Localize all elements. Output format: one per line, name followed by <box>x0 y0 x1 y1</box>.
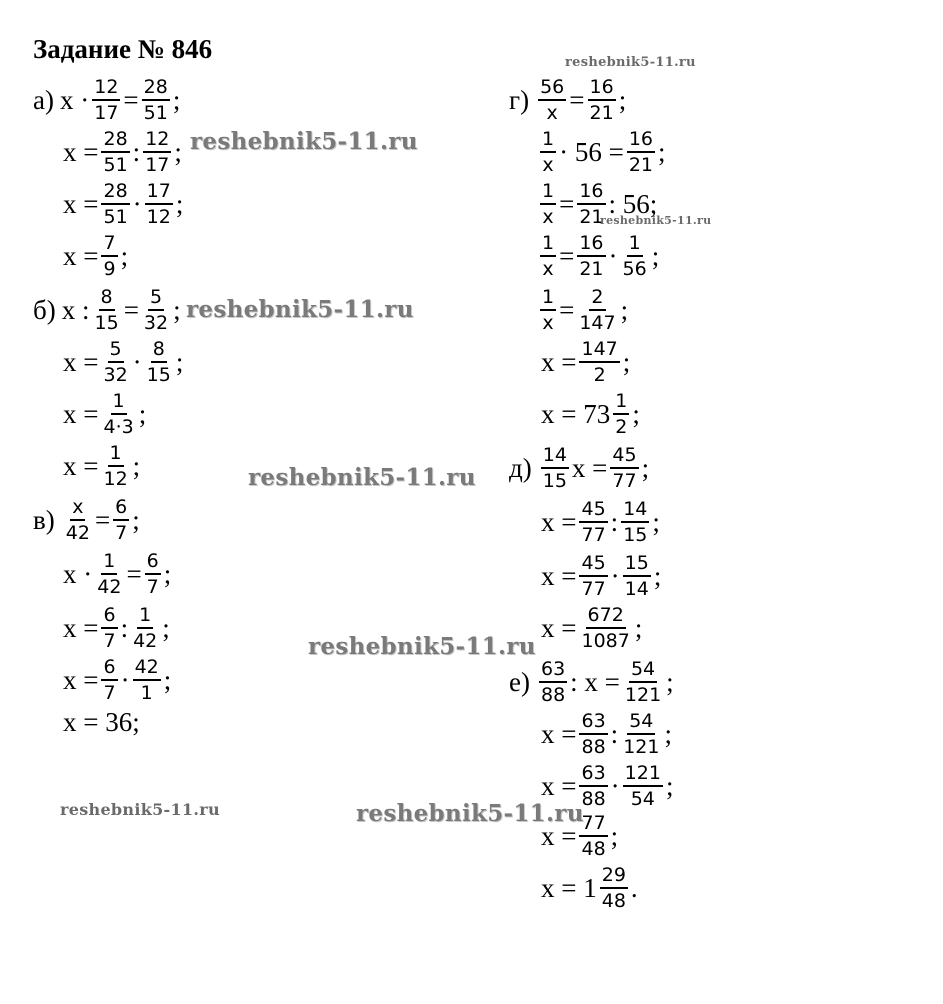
terminator: ; <box>622 346 631 377</box>
fraction: $\frac{45}{77}$ <box>581 498 606 546</box>
equals: = <box>569 84 585 115</box>
terminator: ; <box>632 398 640 429</box>
part-v-line-5 <box>63 692 140 752</box>
part-a-line-4 <box>63 226 128 286</box>
part-b-line-1 <box>33 280 181 340</box>
fraction: $\frac{6}{7}$ <box>115 496 128 544</box>
part-g-line-1 <box>509 70 626 130</box>
part-d-line-3 <box>541 546 661 606</box>
terminator: ; <box>666 666 674 697</box>
lhs: x = <box>541 718 577 749</box>
equals: = <box>123 84 139 115</box>
lhs: x = <box>63 188 99 219</box>
terminator: ; <box>163 664 172 695</box>
fraction: $\frac{2}{147}$ <box>579 286 616 334</box>
part-label: д) <box>509 452 532 483</box>
terminator: ; <box>653 560 662 591</box>
part-label: а) <box>33 84 54 115</box>
part-g-line-4 <box>537 226 659 286</box>
operator: : x = <box>570 666 620 697</box>
fraction: $\frac{45}{77}$ <box>581 552 606 600</box>
result: x = 36; <box>63 706 140 737</box>
part-a-line-1 <box>33 70 180 130</box>
operator: · <box>610 770 620 801</box>
part-e-line-5 <box>541 858 638 918</box>
lhs: x = <box>63 450 99 481</box>
fraction: $\frac{1}{x}$ <box>542 232 555 280</box>
fraction: $\frac{1}{2}$ <box>615 390 628 438</box>
fraction: $\frac{56}{x}$ <box>540 76 565 124</box>
watermark-text: reshebnik5-11.ru <box>565 55 696 70</box>
terminator: ; <box>172 84 181 115</box>
fraction: $\frac{16}{21}$ <box>579 180 604 228</box>
fraction: $\frac{1}{x}$ <box>542 128 555 176</box>
fraction: $\frac{1}{x}$ <box>542 180 555 228</box>
equals: = <box>123 294 139 325</box>
variable: x = <box>571 452 608 483</box>
terminator: ; <box>618 84 627 115</box>
operator: · <box>132 188 142 219</box>
fraction: $\frac{63}{88}$ <box>540 658 566 706</box>
part-label: е) <box>509 666 530 697</box>
terminator: . <box>630 872 638 903</box>
fraction: $\frac{8}{15}$ <box>146 338 171 386</box>
operator: : 56; <box>608 188 658 219</box>
part-d-line-2 <box>541 492 660 552</box>
terminator: ; <box>641 452 650 483</box>
fraction: $\frac{5}{32}$ <box>103 338 128 386</box>
fraction: $\frac{8}{15}$ <box>94 286 119 334</box>
operator: : <box>610 718 619 749</box>
terminator: ; <box>658 136 666 167</box>
equals: = <box>559 240 575 271</box>
lhs: x = 73 <box>541 398 611 429</box>
part-label: б) <box>33 294 56 325</box>
lhs: x = <box>63 664 99 695</box>
operator: : <box>120 612 129 643</box>
fraction: $\frac{12}{17}$ <box>145 128 170 176</box>
lhs: x = <box>63 240 99 271</box>
lhs: x = <box>541 346 577 377</box>
lhs: x = <box>541 560 577 591</box>
terminator: ; <box>173 294 181 325</box>
part-v-line-1 <box>33 490 140 550</box>
fraction: $\frac{17}{12}$ <box>146 180 171 228</box>
fraction: $\frac{6}{7}$ <box>103 656 116 704</box>
fraction: $\frac{16}{21}$ <box>628 128 653 176</box>
lhs: x = 1 <box>541 872 597 903</box>
fraction: $\frac{5}{32}$ <box>143 286 169 334</box>
part-d-line-1 <box>509 438 649 498</box>
fraction: $\frac{1}{56}$ <box>622 232 647 280</box>
part-d-line-4 <box>541 598 642 658</box>
lhs: x = <box>541 770 577 801</box>
operator: : <box>610 506 619 537</box>
fraction: $\frac{29}{48}$ <box>601 864 626 912</box>
terminator: ; <box>610 820 619 851</box>
fraction: $\frac{121}{54}$ <box>624 762 661 810</box>
part-g-line-5 <box>537 280 628 340</box>
fraction: $\frac{28}{51}$ <box>103 128 128 176</box>
fraction: $\frac{1}{12}$ <box>103 442 128 490</box>
fraction: $\frac{42}{1}$ <box>134 656 159 704</box>
operator: · <box>120 664 130 695</box>
terminator: ; <box>175 188 184 219</box>
fraction: $\frac{14}{15}$ <box>542 444 567 492</box>
part-a-line-3 <box>63 174 183 234</box>
terminator: ; <box>138 398 147 429</box>
fraction: $\frac{147}{2}$ <box>581 338 618 386</box>
variable: x <box>61 294 76 325</box>
fraction: $\frac{28}{51}$ <box>103 180 128 228</box>
watermark-text: reshebnik5-11.ru <box>248 464 476 491</box>
terminator: ; <box>174 136 182 167</box>
fraction: $\frac{14}{15}$ <box>623 498 648 546</box>
watermark-text: reshebnik5-11.ru <box>186 296 414 323</box>
watermark-text: reshebnik5-11.ru <box>190 128 418 155</box>
terminator: ; <box>664 718 672 749</box>
operator: : <box>81 294 90 325</box>
lhs: x = <box>541 612 577 643</box>
fraction: $\frac{672}{1087}$ <box>581 604 630 652</box>
fraction: $\frac{45}{77}$ <box>612 444 637 492</box>
fraction: $\frac{12}{17}$ <box>94 76 119 124</box>
terminator: ; <box>175 346 184 377</box>
terminator: ; <box>634 612 643 643</box>
operator: · <box>608 240 618 271</box>
equals: = <box>126 558 142 589</box>
part-b-line-4 <box>63 436 140 496</box>
part-e-line-1 <box>509 652 674 712</box>
terminator: ; <box>163 558 172 589</box>
fraction: $\frac{6}{7}$ <box>103 604 116 652</box>
fraction: $\frac{7}{9}$ <box>103 232 116 280</box>
fraction: $\frac{1}{42}$ <box>133 604 158 652</box>
watermark-text: reshebnik5-11.ru <box>600 214 712 227</box>
part-e-line-2 <box>541 704 672 764</box>
operator: : <box>132 136 141 167</box>
fraction: $\frac{1}{4\cdot 3}$ <box>103 390 134 438</box>
fraction: $\frac{54}{121}$ <box>624 658 662 706</box>
lhs: x = <box>63 612 99 643</box>
part-g-line-2 <box>537 122 666 182</box>
fraction: $\frac{15}{14}$ <box>624 552 649 600</box>
lhs: x = <box>541 506 577 537</box>
fraction: $\frac{77}{48}$ <box>581 812 606 860</box>
part-b-line-2 <box>63 332 183 392</box>
part-b-line-3 <box>63 384 146 444</box>
terminator: ; <box>162 612 170 643</box>
terminator: ; <box>620 294 629 325</box>
terminator: ; <box>651 240 660 271</box>
fraction: $\frac{63}{88}$ <box>581 710 606 758</box>
terminator: ; <box>120 240 129 271</box>
variable: x <box>59 84 74 115</box>
part-g-line-7 <box>541 384 640 444</box>
terminator: ; <box>652 506 660 537</box>
variable: x <box>63 558 77 589</box>
part-a-line-2 <box>63 122 182 182</box>
terminator: ; <box>132 450 141 481</box>
fraction: $\frac{16}{21}$ <box>579 232 604 280</box>
equals: = <box>94 504 111 535</box>
watermark-text: reshebnik5-11.ru <box>60 800 220 819</box>
part-label: в) <box>33 504 55 535</box>
operator: · <box>83 558 93 589</box>
fraction: $\frac{x}{42}$ <box>65 496 90 544</box>
fraction: $\frac{1}{x}$ <box>542 286 555 334</box>
fraction: $\frac{6}{7}$ <box>146 550 159 598</box>
equals: = <box>559 188 575 219</box>
lhs: x = <box>541 820 577 851</box>
fraction: $\frac{16}{21}$ <box>589 76 614 124</box>
operator: · 56 = <box>559 136 624 167</box>
fraction: $\frac{28}{51}$ <box>143 76 168 124</box>
fraction: $\frac{54}{121}$ <box>623 710 660 758</box>
terminator: ; <box>665 770 674 801</box>
part-v-line-2 <box>63 544 171 604</box>
watermark-text: reshebnik5-11.ru <box>356 800 584 827</box>
page-title: Задание № 846 <box>33 34 213 64</box>
operator: · <box>610 560 620 591</box>
part-label: г) <box>509 84 530 115</box>
lhs: x = <box>63 398 99 429</box>
operator: · <box>132 346 142 377</box>
part-g-line-6 <box>541 332 630 392</box>
watermark-text: reshebnik5-11.ru <box>308 633 536 660</box>
terminator: ; <box>132 504 140 535</box>
part-v-line-3 <box>63 598 170 658</box>
operator: · <box>80 84 90 115</box>
lhs: x = <box>63 136 99 167</box>
fraction: $\frac{63}{88}$ <box>581 762 606 810</box>
lhs: x = <box>63 346 99 377</box>
equals: = <box>559 294 575 325</box>
fraction: $\frac{1}{42}$ <box>97 550 122 598</box>
